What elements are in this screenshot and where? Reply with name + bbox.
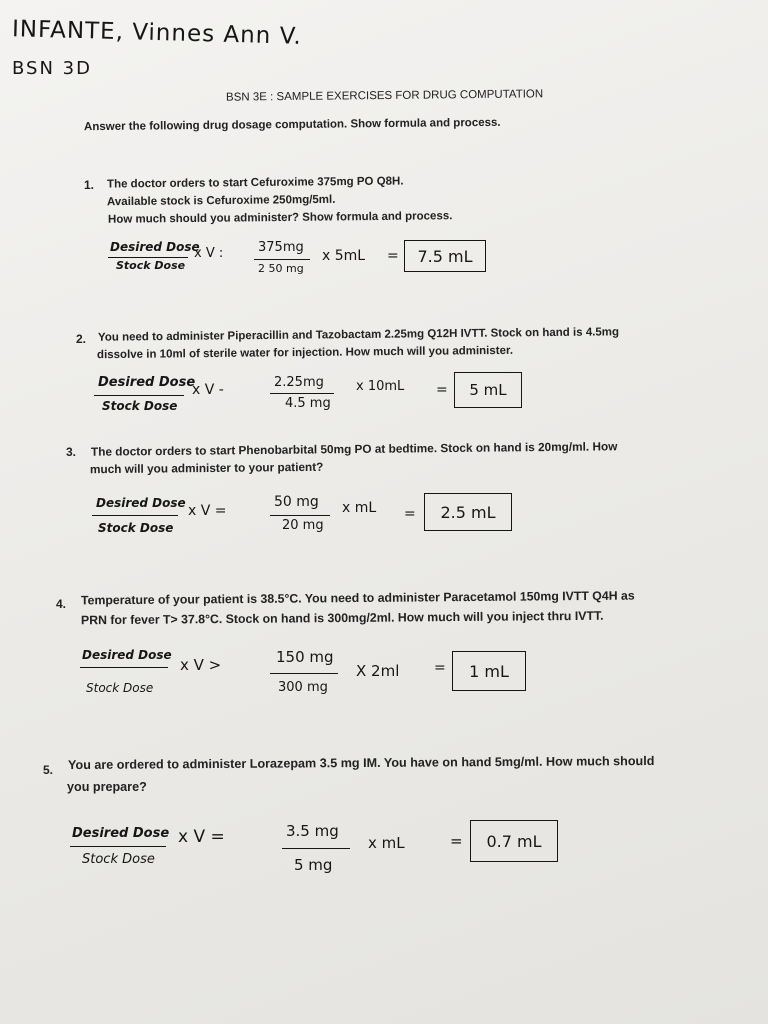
formula-denominator: Stock Dose xyxy=(102,399,178,413)
value-denominator: 4.5 mg xyxy=(285,396,331,411)
instructions: Answer the following drug dosage computation. Show formula and process. xyxy=(83,116,501,134)
formula-denominator: Stock Dose xyxy=(82,852,155,867)
question-text-line: The doctor orders to start Cefuroxime 375mg PO Q8H. xyxy=(106,175,404,191)
formula-numerator: Desired Dose xyxy=(96,496,186,510)
equals-sign: = xyxy=(404,506,416,522)
value-fraction-line xyxy=(270,673,338,674)
times-volume: x V : xyxy=(194,246,224,261)
value-numerator: 375mg xyxy=(258,240,304,255)
formula-numerator: Desired Dose xyxy=(98,375,196,390)
answer: 0.7 mL xyxy=(486,831,542,851)
answer-box xyxy=(424,493,512,531)
page-title: BSN 3E : SAMPLE EXERCISES FOR DRUG COMPUTATION xyxy=(225,88,544,104)
formula-denominator: Stock Dose xyxy=(116,259,186,272)
question-text-line: Available stock is Cefuroxime 250mg/5ml. xyxy=(106,193,336,209)
formula-fraction-line xyxy=(80,667,168,668)
formula-numerator: Desired Dose xyxy=(72,826,170,841)
equals-sign: = xyxy=(450,832,463,850)
value-fraction-line xyxy=(270,515,330,516)
question-text-line: dissolve in 10ml of sterile water for injection. How much will you administer. xyxy=(96,344,514,362)
question-text-line: PRN for fever T> 37.8°C. Stock on hand is 300mg/2ml. How much will you inject thru IVTT. xyxy=(80,608,604,628)
question-text-line: Temperature of your patient is 38.5°C. You need to administer Paracetamol 150mg IVTT Q4H as xyxy=(80,588,635,608)
times-volume: x V = xyxy=(188,503,227,519)
value-denominator: 300 mg xyxy=(278,680,328,695)
value-numerator: 3.5 mg xyxy=(286,822,339,840)
answer: 7.5 mL xyxy=(417,246,473,266)
times-volume: x V = xyxy=(178,827,225,847)
equals-sign: = xyxy=(436,382,448,398)
formula-numerator: Desired Dose xyxy=(82,648,172,662)
multiplier: x 5mL xyxy=(322,248,366,264)
question-number: 5. xyxy=(43,763,54,777)
answer-box xyxy=(454,372,522,408)
answer-box xyxy=(452,651,526,691)
question-text-line: How much should you administer? Show formula and process. xyxy=(107,210,453,226)
formula-denominator: Stock Dose xyxy=(98,521,174,535)
question-text-line: you prepare? xyxy=(67,780,147,794)
times-volume: x V - xyxy=(192,382,224,398)
answer: 5 mL xyxy=(469,381,507,399)
answer: 2.5 mL xyxy=(440,502,496,522)
formula-fraction-line xyxy=(108,257,188,258)
value-denominator: 2 50 mg xyxy=(258,262,304,275)
question-text-line: You need to administer Piperacillin and Tazobactam 2.25mg Q12H IVTT. Stock on hand is 4.5mg xyxy=(97,326,620,344)
equals-sign: = xyxy=(434,660,446,676)
multiplier: x 10mL xyxy=(356,379,405,394)
value-denominator: 20 mg xyxy=(282,518,324,533)
value-fraction-line xyxy=(254,259,310,260)
question-text-line: The doctor orders to start Phenobarbital 50mg PO at bedtime. Stock on hand is 20mg/ml. How xyxy=(90,439,618,459)
student-name: INFANTE, Vinnes Ann V. xyxy=(11,16,303,50)
answer-box xyxy=(470,820,558,862)
answer: 1 mL xyxy=(469,661,509,681)
question-number: 3. xyxy=(66,445,77,459)
value-fraction-line xyxy=(282,848,350,849)
value-numerator: 150 mg xyxy=(276,648,334,666)
value-numerator: 2.25mg xyxy=(274,375,324,390)
equals-sign: = xyxy=(387,248,399,264)
answer-box xyxy=(404,240,486,272)
times-volume: x V > xyxy=(180,656,222,674)
formula-fraction-line xyxy=(94,395,184,396)
formula-denominator: Stock Dose xyxy=(86,681,154,695)
question-number: 2. xyxy=(76,332,87,346)
value-denominator: 5 mg xyxy=(294,856,333,874)
value-fraction-line xyxy=(270,393,334,394)
formula-numerator: Desired Dose xyxy=(110,240,200,254)
question-number: 1. xyxy=(84,178,95,192)
question-number: 4. xyxy=(56,597,67,611)
multiplier: x mL xyxy=(342,500,377,516)
formula-fraction-line xyxy=(92,515,178,516)
value-numerator: 50 mg xyxy=(274,494,319,510)
question-text-line: You are ordered to administer Lorazepam 3.5 mg IM. You have on hand 5mg/ml. How much should xyxy=(67,753,655,773)
multiplier: X 2ml xyxy=(356,662,400,680)
question-text-line: much will you administer to your patient? xyxy=(89,459,324,477)
formula-fraction-line xyxy=(70,846,166,847)
student-section: BSN 3D xyxy=(12,58,92,79)
multiplier: x mL xyxy=(368,834,405,852)
